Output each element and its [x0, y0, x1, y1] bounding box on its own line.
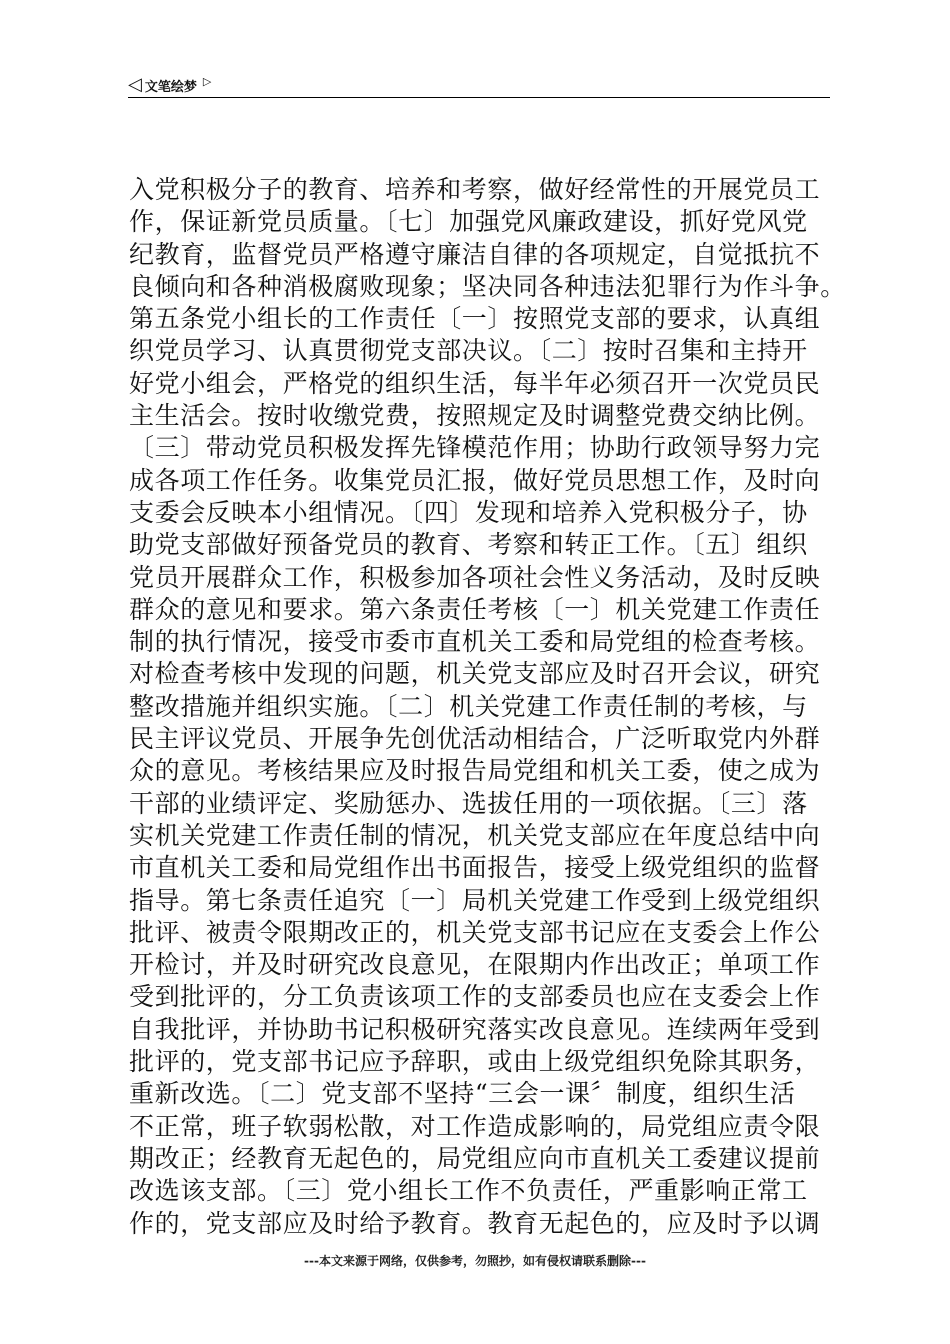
body-line: 党员开展群众工作，积极参加各项社会性义务活动，及时反映	[129, 562, 821, 592]
document-body	[129, 174, 846, 1240]
body-line: 重新改选。〔二〕党支部不坚持“三会一课〞制度，组织生活	[129, 1079, 796, 1109]
left-triangle-icon: ◁	[128, 74, 142, 95]
body-line: 自我批评，并协助书记积极研究落实改良意见。连续两年受到	[129, 1014, 821, 1044]
body-line: 入党积极分子的教育、培养和考察，做好经常性的开展党员工	[129, 175, 821, 204]
body-line: 批评、被责令限期改正的，机关党支部书记应在支委会上作公	[129, 917, 821, 947]
body-line: 助党支部做好预备党员的教育、考察和转正工作。〔五〕组织	[129, 530, 808, 560]
body-line: 民主评议党员、开展争先创优活动相结合，广泛听取党内外群	[129, 724, 821, 754]
body-line: 主生活会。按时收缴党费，按照规定及时调整党费交纳比例。	[129, 401, 821, 431]
body-line: 群众的意见和要求。第六条责任考核〔一〕机关党建工作责任	[129, 594, 821, 624]
body-line: 实机关党建工作责任制的情况，机关党支部应在年度总结中向	[129, 820, 821, 850]
right-triangle-icon: ▷	[202, 74, 212, 88]
body-line: 受到批评的，分工负责该项工作的支部委员也应在支委会上作	[129, 982, 821, 1012]
header-divider	[128, 97, 830, 98]
body-line: 市直机关工委和局党组作出书面报告，接受上级党组织的监督	[129, 853, 821, 883]
body-line: 好党小组会，严格党的组织生活，每半年必须召开一次党员民	[129, 368, 821, 398]
body-line: 制的执行情况，接受市委市直机关工委和局党组的检查考核。	[129, 627, 821, 657]
body-line: 改选该支部。〔三〕党小组长工作不负责任，严重影响正常工	[129, 1176, 808, 1206]
body-line: 开检讨，并及时研究改良意见，在限期内作出改正；单项工作	[129, 950, 821, 980]
body-line: 良倾向和各种消极腐败现象；坚决同各种违法犯罪行为作斗争。	[129, 271, 846, 301]
body-line: 对检查考核中发现的问题，机关党支部应及时召开会议，研究	[129, 659, 821, 689]
body-line: 批评的，党支部书记应予辞职，或由上级党组织免除其职务，	[129, 1047, 821, 1077]
body-line: 第五条党小组长的工作责任〔一〕按照党支部的要求，认真组	[129, 304, 821, 334]
body-line: 纪教育，监督党员严格遵守廉洁自律的各项规定，自觉抵抗不	[129, 239, 821, 269]
body-line: 指导。第七条责任追究〔一〕局机关党建工作受到上级党组织	[129, 885, 821, 915]
body-line: 不正常，班子软弱松散，对工作造成影响的，局党组应责令限	[129, 1111, 821, 1141]
page-header	[128, 74, 830, 98]
header-title: 文笔绘梦	[144, 79, 197, 95]
header-brand	[128, 74, 830, 96]
body-line: 众的意见。考核结果应及时报告局党组和机关工委，使之成为	[129, 756, 821, 786]
body-line: 干部的业绩评定、奖励惩办、选拔任用的一项依据。〔三〕落	[129, 788, 808, 818]
body-line: 支委会反映本小组情况。〔四〕发现和培养入党积极分子，协	[129, 497, 808, 527]
body-line: 整改措施并组织实施。〔二〕机关党建工作责任制的考核，与	[129, 691, 808, 721]
body-line: 作的，党支部应及时给予教育。教育无起色的，应及时予以调	[129, 1208, 821, 1238]
body-line: 作，保证新党员质量。〔七〕加强党风廉政建设，抓好党风党	[129, 207, 808, 237]
body-line: 期改正；经教育无起色的，局党组应向市直机关工委建议提前	[129, 1143, 821, 1173]
footer-note: ---本文来源于网络，仅供参考，勿照抄，如有侵权请联系删除---	[304, 1254, 646, 1268]
body-line: 成各项工作任务。收集党员汇报，做好党员思想工作，及时向	[129, 465, 821, 495]
body-line: 织党员学习、认真贯彻党支部决议。〔二〕按时召集和主持开	[129, 336, 808, 366]
body-line: 〔三〕带动党员积极发挥先锋模范作用；协助行政领导努力完	[129, 433, 821, 463]
